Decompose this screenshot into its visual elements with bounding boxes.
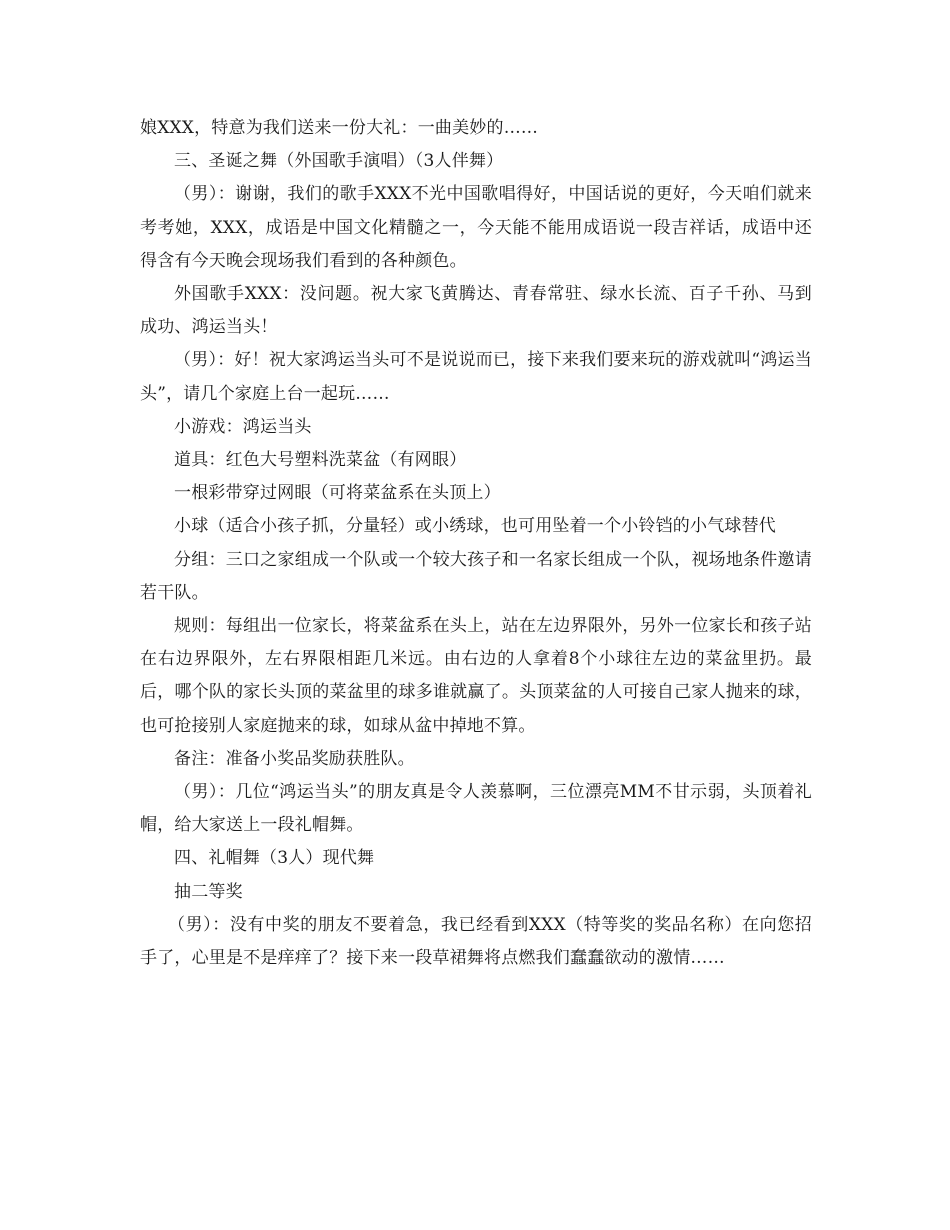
- section-heading-christmas-dance: 三、圣诞之舞（外国歌手演唱）（3人伴舞）: [174, 151, 504, 172]
- paragraph-host-grass-skirt: （男）：没有中奖的朋友不要着急，我已经看到XXX（特等奖的奖品名称）在向您招手了，心里是不是痒痒了？接下来一段草裙舞将点燃我们蠢蠢欲动的激情……: [140, 914, 812, 969]
- paragraph-ribbon: 一根彩带穿过网眼（可将菜盆系在头顶上）: [174, 483, 501, 504]
- paragraph-host-game-intro: （男）：好！祝大家鸿运当头可不是说说而已，接下来我们要来玩的游戏就叫“鸿运当头”，请几个家庭上台一起玩……: [140, 350, 812, 404]
- paragraph-continuation: 娘XXX，特意为我们送来一份大礼：一曲美妙的……: [140, 118, 539, 138]
- paragraph-game-title: 小游戏：鸿运当头: [174, 416, 312, 437]
- paragraph-host-hat-dance: （男）：几位“鸿运当头”的朋友真是令人羡慕啊，三位漂亮MM不甘示弱，头顶着礼帽，给大家送上一段礼帽舞。: [140, 782, 812, 836]
- paragraph-grouping: 分组：三口之家组成一个队或一个较大孩子和一名家长组成一个队，视场地条件邀请若干队。: [140, 549, 812, 603]
- paragraph-balls: 小球（适合小孩子抓，分量轻）或小绣球，也可用坠着一个小铃铛的小气球替代: [174, 516, 776, 537]
- paragraph-props: 道具：红色大号塑料洗菜盆（有网眼）: [174, 450, 467, 471]
- paragraph-note: 备注：准备小奖品奖励获胜队。: [174, 748, 415, 769]
- paragraph-singer-reply: 外国歌手XXX：没问题。祝大家飞黄腾达、青春常驻、绿水长流、百子千孙、马到成功、鸿运当头！: [140, 284, 812, 338]
- section-heading-hat-dance: 四、礼帽舞（3人）现代舞: [174, 848, 375, 869]
- document-body: [140, 112, 812, 975]
- paragraph-rules: 规则：每组出一位家长，将菜盆系在头上，站在左边界限外，另外一位家长和孩子站在右边界限外，左右界限相距几米远。由右边的人拿着8个小球往左边的菜盆里扔。最后，哪个队的家长头顶的菜盆里的球多谁就赢了。头顶菜盆的人可接自己家人抛来的球，也可抢接别人家庭抛来的球，如球从盆中掉地不算。: [140, 616, 812, 736]
- paragraph-host-dialogue: （男）：谢谢，我们的歌手XXX不光中国歌唱得好，中国话说的更好，今天咱们就来考考她，XXX，成语是中国文化精髓之一，今天能不能用成语说一段吉祥话，成语中还得含有今天晚会现场我们看到的各种颜色。: [140, 184, 812, 271]
- paragraph-second-prize: 抽二等奖: [174, 881, 243, 902]
